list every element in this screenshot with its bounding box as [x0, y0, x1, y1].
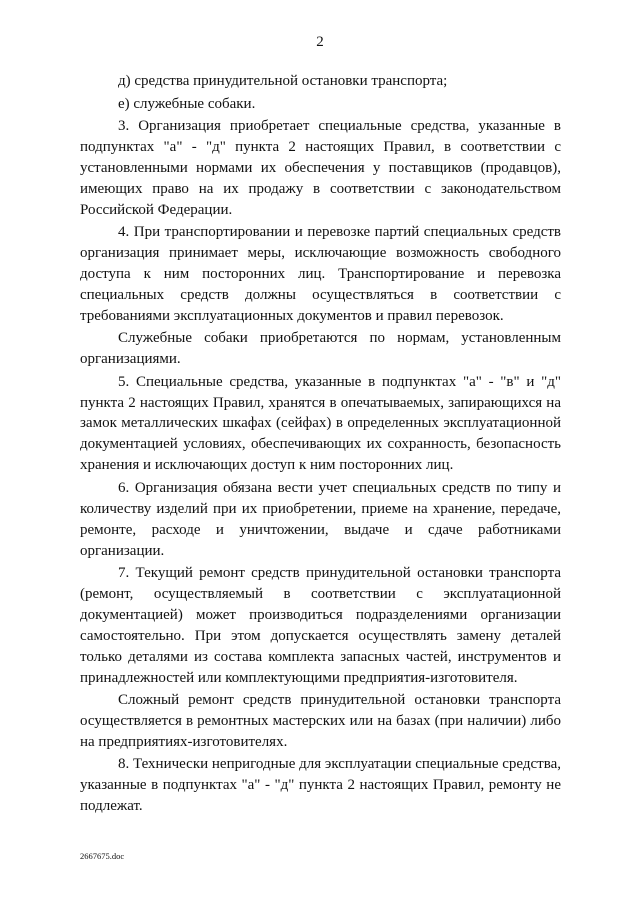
paragraph-4-dogs: Служебные собаки приобретаются по нормам, установленным организациями. — [80, 330, 561, 368]
paragraph-6: 6. Организация обязана вести учет специальных средств по типу и количеству изделий при их приобретении, приеме на хранение, передаче, ремонте, расходе и уничтожении, выдаче и сдаче работниками организации. — [80, 479, 561, 559]
list-item-e: е) служебные собаки. — [118, 95, 256, 112]
paragraph-3: 3. Организация приобретает специальные средства, указанные в подпунктах "а" - "д" пункта 2 настоящих Правил, в соответствии с установленными нормами их обеспечения у поставщиков (продавцов), имеющих право на их продажу в соответствии с законодательством Российской Федерации. — [80, 118, 561, 218]
page-number: 2 — [316, 34, 324, 50]
list-item-d: д) средства принудительной остановки транспорта; — [118, 73, 448, 89]
paragraph-4: 4. При транспортировании и перевозке партий специальных средств организация принимает меры, исключающие возможность свободного доступа к ним посторонних лиц. Транспортирование и перевозка специальных средств должны осуществляться в соответствии с требованиями эксплуатационных документов и правил перевозок. — [80, 224, 561, 324]
paragraph-7-complex-repair: Сложный ремонт средств принудительной остановки транспорта осуществляется в ремонтных мастерских или на базах (при наличии) либо на предприятиях-изготовителях. — [80, 692, 561, 750]
footer-file-name: 2667675.doc — [80, 851, 125, 861]
paragraph-8: 8. Технически непригодные для эксплуатации специальные средства, указанные в подпунктах "а" - "д" пункта 2 настоящих Правил, ремонту не подлежат. — [80, 756, 562, 815]
paragraph-7: 7. Текущий ремонт средств принудительной остановки транспорта (ремонт, осуществляемый в соответствии с эксплуатационной документацией) может производиться подразделениями организации самостоятельно. При этом допускается осуществлять замену деталей только деталями из состава комплекта запасных частей, инструментов и принадлежностей или комплектующими предприятия-изготовителя. — [80, 565, 561, 686]
document-body — [80, 71, 561, 819]
paragraph-5: 5. Специальные средства, указанные в подпунктах "а" - "в" и "д" пункта 2 настоящих Правил, хранятся в опечатываемых, запирающихся на замок металлических шкафах (сейфах) в определенных эксплуатационной документацией условиях, обеспечивающих их сохранность, безопасность хранения и исключающих доступ к ним посторонних лиц. — [80, 373, 561, 474]
